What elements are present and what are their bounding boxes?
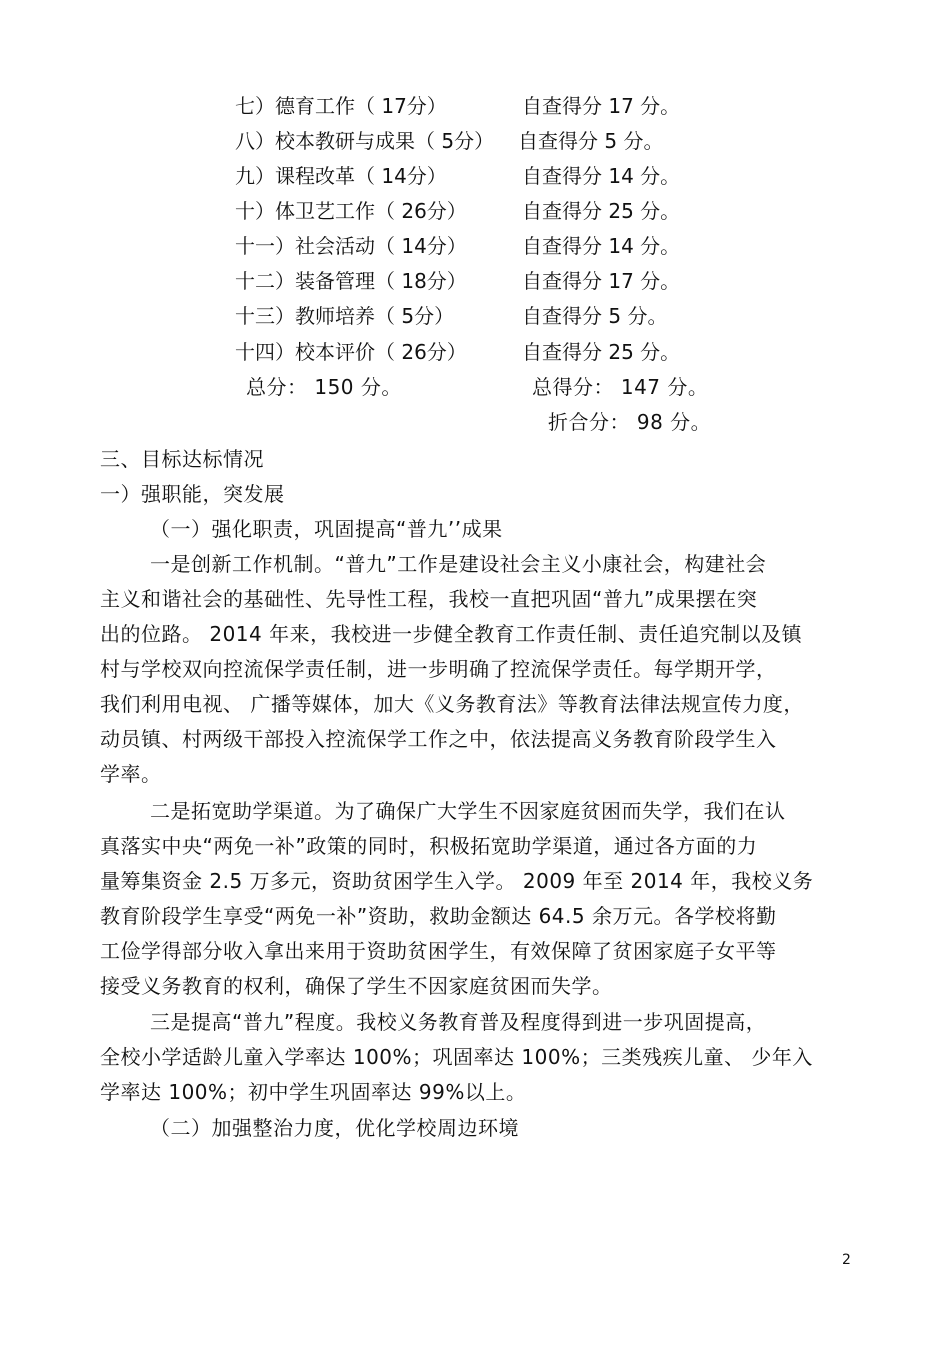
- paragraph-line: 全校小学适龄儿童入学率达 100%；巩固率达 100%；三类残疾儿童、 少年入: [100, 1045, 813, 1069]
- paragraph-line: 量筹集资金 2.5 万多元，资助贫困学生入学。 2009 年至 2014 年，我校义务: [100, 869, 814, 893]
- score-label: 十一）社会活动（ 14分）: [235, 234, 467, 258]
- subsection-heading: 一）强职能，突发展: [100, 482, 285, 506]
- score-row: [0, 269, 950, 293]
- score-row: [0, 199, 950, 223]
- paragraph-line: 学率达 100%；初中学生巩固率达 99%以上。: [100, 1080, 527, 1104]
- score-label: 十）体卫艺工作（ 26分）: [235, 199, 467, 223]
- score-self: 自查得分 25 分。: [522, 340, 681, 364]
- score-self: 自查得分 17 分。: [522, 94, 681, 118]
- subsection-heading: （一）强化职责，巩固提高“普九’’成果: [150, 517, 503, 541]
- score-row: [0, 94, 950, 118]
- page-number: 2: [842, 1252, 851, 1268]
- paragraph-line: 动员镇、村两级干部投入控流保学工作之中，依法提高义务教育阶段学生入: [100, 727, 777, 751]
- paragraph-line: 真落实中央“两免一补”政策的同时，积极拓宽助学渠道，通过各方面的力: [100, 834, 758, 858]
- paragraph-line: 主义和谐社会的基础性、先导性工程，我校一直把巩固“普九”成果摆在突: [100, 587, 758, 611]
- score-label: 十四）校本评价（ 26分）: [235, 340, 467, 364]
- paragraph-line: 工俭学得部分收入拿出来用于资助贫困学生，有效保障了贫困家庭子女平等: [100, 939, 777, 963]
- score-self: 自查得分 5 分。: [522, 304, 668, 328]
- score-row: [0, 164, 950, 188]
- score-self: 自查得分 25 分。: [522, 199, 681, 223]
- score-self: 自查得分 14 分。: [522, 164, 681, 188]
- paragraph-line: 二是拓宽助学渠道。为了确保广大学生不因家庭贫困而失学，我们在认: [150, 799, 786, 823]
- paragraph-line: 教育阶段学生享受“两免一补”资助，救助金额达 64.5 余万元。各学校将勤: [100, 904, 777, 928]
- score-label: 十三）教师培养（ 5分）: [235, 304, 455, 328]
- score-label: 九）课程改革（ 14分）: [235, 164, 447, 188]
- paragraph-line: 接受义务教育的权利，确保了学生不因家庭贫困而失学。: [100, 974, 613, 998]
- paragraph-line: 三是提高“普九”程度。我校义务教育普及程度得到进一步巩固提高，: [150, 1010, 767, 1034]
- obtained-score: 总得分： 147 分。: [532, 375, 709, 399]
- score-self: 自查得分 5 分。: [518, 129, 664, 153]
- score-self: 自查得分 14 分。: [522, 234, 681, 258]
- score-label: 十二）装备管理（ 18分）: [235, 269, 467, 293]
- score-label: 八）校本教研与成果（ 5分）: [235, 129, 495, 153]
- paragraph-line: 我们利用电视、 广播等媒体，加大《义务教育法》等教育法律法规宣传力度，: [100, 692, 804, 716]
- total-score: 总分： 150 分。: [246, 375, 402, 399]
- score-row: [0, 340, 950, 364]
- paragraph-line: 学率。: [100, 762, 162, 786]
- paragraph-line: 出的位路。 2014 年来，我校进一步健全教育工作责任制、责任追究制以及镇: [100, 622, 803, 646]
- paragraph-line: 村与学校双向控流保学责任制，进一步明确了控流保学责任。每学期开学，: [100, 657, 777, 681]
- score-row: [0, 234, 950, 258]
- score-self: 自查得分 17 分。: [522, 269, 681, 293]
- paragraph-line: 一是创新工作机制。“普九”工作是建设社会主义小康社会，构建社会: [150, 552, 767, 576]
- score-row: [0, 304, 950, 328]
- score-row: [0, 129, 950, 153]
- subsection-heading: （二）加强整治力度，优化学校周边环境: [150, 1116, 519, 1140]
- converted-score: 折合分： 98 分。: [548, 410, 712, 434]
- score-label: 七）德育工作（ 17分）: [235, 94, 447, 118]
- section-heading: 三、目标达标情况: [100, 447, 264, 471]
